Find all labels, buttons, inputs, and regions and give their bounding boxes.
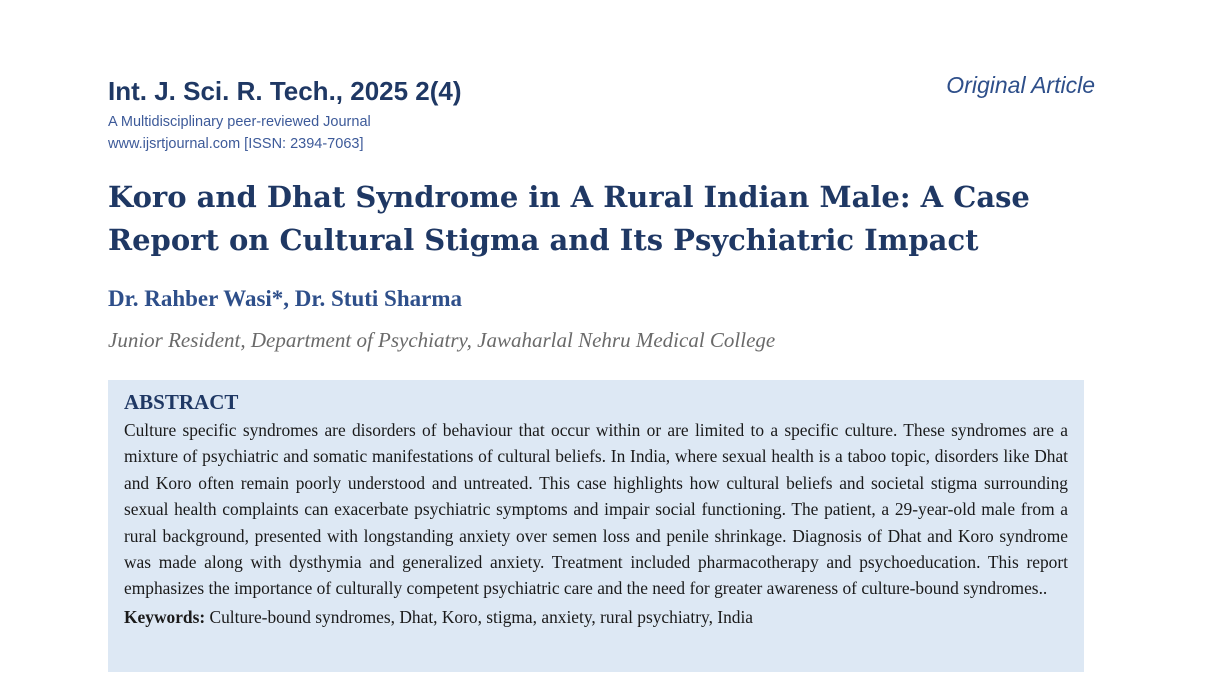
abstract-heading: ABSTRACT	[124, 390, 239, 414]
keywords-line	[124, 604, 1068, 630]
journal-subtitle: A Multidisciplinary peer-reviewed Journal	[108, 114, 371, 130]
abstract-box	[108, 380, 1084, 672]
journal-url: www.ijsrtjournal.com [ISSN: 2394-7063]	[108, 136, 364, 152]
keywords-text: Culture-bound syndromes, Dhat, Koro, stigma, anxiety, rural psychiatry, India	[209, 606, 754, 627]
keywords-label: Keywords:	[124, 606, 206, 627]
author-list: Dr. Rahber Wasi*, Dr. Stuti Sharma	[108, 286, 463, 311]
journal-title: Int. J. Sci. R. Tech., 2025 2(4)	[108, 76, 462, 106]
paper-title: Koro and Dhat Syndrome in A Rural Indian Male: A Case Report on Cultural Stigma and Its Psychiatric Impact	[108, 180, 1030, 257]
author-affiliation: Junior Resident, Department of Psychiatry, Jawaharlal Nehru Medical College	[108, 328, 776, 352]
article-type-label: Original Article	[946, 72, 1095, 98]
abstract-text: Culture specific syndromes are disorders of behaviour that occur within or are limited to a specific culture. These syndromes are a mixture of psychiatric and somatic manifestations of cultural beliefs. In India, where sexual health is a taboo topic, disorders like Dhat and Koro often remain poorly understood and untreated. This case highlights how cultural beliefs and societal stigma surrounding sexual health complaints can exacerbate psychiatric symptoms and impair social functioning. The patient, a 29-year-old male from a rural background, presented with longstanding anxiety over semen loss and penile shrinkage. Diagnosis of Dhat and Koro syndrome was made along with dysthymia and generalized anxiety. Treatment included pharmacotherapy and psychoeducation. This report emphasizes the importance of culturally competent psychiatric care and the need for greater awareness of culture-bound syndromes..	[124, 420, 1068, 599]
